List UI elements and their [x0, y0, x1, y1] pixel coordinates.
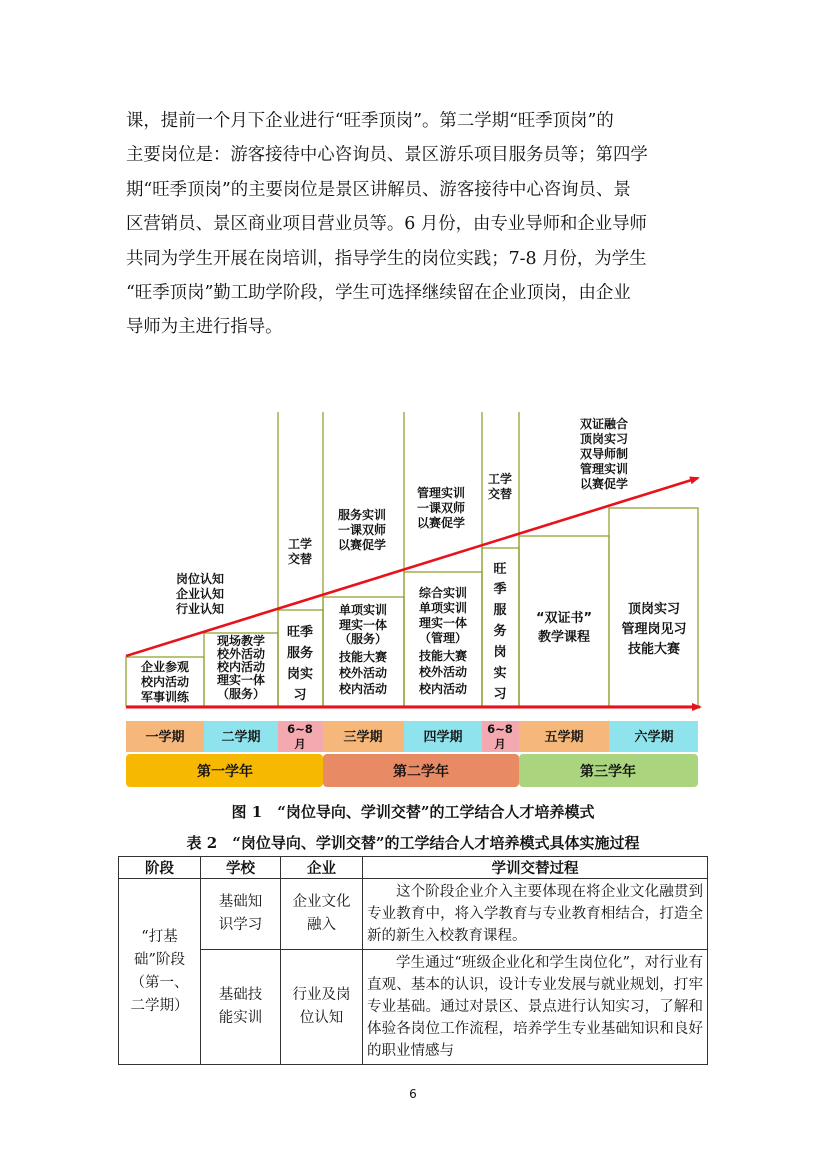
box-peak-season-1	[287, 624, 313, 703]
paragraph-line: 期“旺季顶岗”的主要岗位是景区讲解员、游客接待中心咨询员、景	[126, 179, 631, 200]
svg-text:工学: 工学	[487, 472, 513, 486]
svg-text:岗实: 岗实	[286, 667, 314, 682]
svg-text:军事训练: 军事训练	[140, 690, 190, 704]
box-semester-2	[216, 633, 265, 701]
svg-text:现场教学: 现场教学	[216, 634, 266, 648]
svg-text:一课双师: 一课双师	[337, 523, 387, 537]
svg-text:服务实训: 服务实训	[337, 508, 387, 522]
company-cell: 企业文化 融入	[281, 879, 363, 950]
svg-text:校外活动: 校外活动	[338, 666, 388, 680]
svg-text:管理实训: 管理实训	[579, 462, 629, 476]
svg-text:岗: 岗	[493, 645, 507, 660]
table-header: 阶段	[119, 857, 201, 879]
svg-text:校外活动: 校外活动	[418, 665, 468, 679]
svg-text:双证融合: 双证融合	[579, 417, 629, 431]
svg-text:技能大赛: 技能大赛	[418, 649, 468, 663]
semester-label: 月	[494, 737, 506, 751]
svg-text:技能大赛: 技能大赛	[627, 642, 681, 657]
label-work-study-2	[488, 471, 512, 501]
grid-lines	[278, 412, 519, 706]
school-cell: 基础技 能实训	[201, 950, 281, 1065]
svg-text:校内活动: 校内活动	[140, 675, 190, 689]
svg-text:综合实训: 综合实训	[418, 586, 468, 600]
svg-text:理实一体: 理实一体	[216, 673, 266, 687]
svg-text:单项实训: 单项实训	[338, 603, 388, 617]
school-cell: 基础知 识学习	[201, 879, 281, 950]
svg-text:教学课程: 教学课程	[537, 630, 591, 645]
paragraph-line: “旺季顶岗”勤工助学阶段，学生可选择继续留在企业顶岗，由企业	[126, 283, 631, 304]
semester-label: 三学期	[343, 730, 383, 745]
svg-text:技能大赛: 技能大赛	[338, 650, 388, 664]
svg-text:校内活动: 校内活动	[216, 660, 266, 674]
growth-arrow	[126, 478, 698, 656]
svg-text:管理实训: 管理实训	[416, 486, 466, 500]
table-caption: 表 2 “岗位导向、学训交替”的工学结合人才培养模式具体实施过程	[186, 834, 640, 852]
box-semester-5	[536, 610, 592, 645]
svg-text:以赛促学: 以赛促学	[337, 538, 387, 552]
svg-text:以赛促学: 以赛促学	[579, 477, 629, 491]
svg-text:校内活动: 校内活动	[418, 682, 468, 696]
box-semester-6	[621, 601, 686, 657]
svg-text:校内活动: 校内活动	[338, 682, 388, 696]
svg-text:交替: 交替	[287, 552, 313, 566]
semester-label: 一学期	[145, 730, 185, 745]
svg-text:（管理）: （管理）	[418, 631, 468, 645]
paragraph-line: 导师为主进行指导。	[126, 317, 283, 338]
semester-label: 五学期	[544, 730, 584, 745]
svg-text:理实一体: 理实一体	[338, 618, 388, 632]
table-header: 学训交替过程	[363, 857, 708, 879]
svg-text:习: 习	[293, 688, 307, 703]
svg-text:“双证书”: “双证书”	[535, 611, 593, 626]
page-number: 6	[409, 1087, 417, 1101]
label-management-training	[417, 485, 465, 530]
svg-text:顶岗实习: 顶岗实习	[627, 602, 681, 617]
box-peak-season-2	[493, 561, 507, 702]
svg-text:季: 季	[493, 582, 507, 597]
paragraph-line: 课，提前一个月下企业进行“旺季顶岗”。第二学期“旺季顶岗”的	[126, 111, 614, 131]
process-cell: 这个阶段企业介入主要体现在将企业文化融贯到专业教育中，将入学教育与专业教育相结合，打造全新的新生入校教育课程。	[363, 879, 708, 950]
svg-text:企业认知: 企业认知	[175, 587, 225, 601]
svg-text:服: 服	[493, 603, 507, 618]
year-label: 第三学年	[580, 764, 636, 780]
paragraph-line: 区营销员、景区商业项目营业员等。6 月份，由专业导师和企业导师	[126, 214, 647, 235]
svg-text:以赛促学: 以赛促学	[416, 516, 466, 530]
semester-label: 四学期	[423, 730, 463, 745]
process-cell: 学生通过“班级企业化和学生岗位化”，对行业有直观、基本的认识，设计专业发展与就业规划，打牢专业基础。通过对景区、景点进行认知实习，了解和体验各岗位工作流程，培养学生专业基础知识和良好的职业情感与	[363, 950, 708, 1065]
semester-label: 6~8	[287, 722, 313, 736]
svg-text:务: 务	[493, 624, 507, 639]
year-bar	[126, 754, 698, 787]
svg-text:双导师制: 双导师制	[579, 447, 629, 461]
svg-text:旺: 旺	[493, 562, 507, 577]
svg-text:工学: 工学	[287, 537, 313, 551]
svg-text:理实一体: 理实一体	[418, 616, 468, 630]
table-row	[119, 950, 708, 1065]
table-header: 学校	[201, 857, 281, 879]
svg-text:管理岗见习: 管理岗见习	[621, 622, 687, 637]
table-row	[119, 879, 708, 950]
svg-text:一课双师: 一课双师	[416, 501, 466, 515]
svg-text:实: 实	[493, 666, 507, 681]
svg-text:交替: 交替	[487, 487, 513, 501]
stage-cell: “打基 础”阶段 （第一、 二学期）	[119, 879, 201, 1065]
label-service-training	[338, 507, 386, 552]
label-work-study-1	[288, 536, 312, 566]
company-cell: 行业及岗 位认知	[281, 950, 363, 1065]
box-semester-1	[140, 659, 190, 704]
svg-text:（服务）: （服务）	[216, 687, 266, 701]
year-label: 第二学年	[393, 764, 449, 780]
implementation-table	[118, 856, 708, 1065]
semester-label: 6~8	[487, 722, 513, 736]
svg-text:行业认知: 行业认知	[175, 602, 225, 616]
semester-label: 二学期	[221, 730, 261, 745]
table-header: 企业	[281, 857, 363, 879]
svg-text:校外活动: 校外活动	[216, 647, 266, 661]
semester-label: 六学期	[634, 730, 674, 745]
svg-text:服务: 服务	[286, 646, 314, 661]
svg-text:企业参观: 企业参观	[140, 660, 190, 674]
paragraph-line: 主要岗位是：游客接待中心咨询员、景区游乐项目服务员等；第四学	[126, 145, 648, 166]
svg-text:单项实训: 单项实训	[418, 601, 468, 615]
table-header-row	[119, 857, 708, 879]
box-semester-3	[338, 602, 387, 696]
label-dual-certificate	[580, 416, 628, 491]
paragraph-line: 共同为学生开展在岗培训，指导学生的岗位实践；7-8 月份，为学生	[126, 248, 647, 269]
semester-bar	[126, 721, 698, 752]
svg-text:顶岗实习: 顶岗实习	[579, 432, 629, 446]
box-semester-4	[418, 585, 467, 696]
label-cognition	[176, 571, 224, 616]
year-label: 第一学年	[197, 764, 253, 780]
svg-text:（服务）: （服务）	[338, 632, 388, 646]
svg-text:岗位认知: 岗位认知	[175, 572, 225, 586]
svg-text:习: 习	[493, 687, 507, 702]
figure-caption: 图 1 “岗位导向、学训交替”的工学结合人才培养模式	[231, 803, 595, 821]
svg-text:旺季: 旺季	[286, 625, 314, 640]
semester-label: 月	[294, 737, 306, 751]
